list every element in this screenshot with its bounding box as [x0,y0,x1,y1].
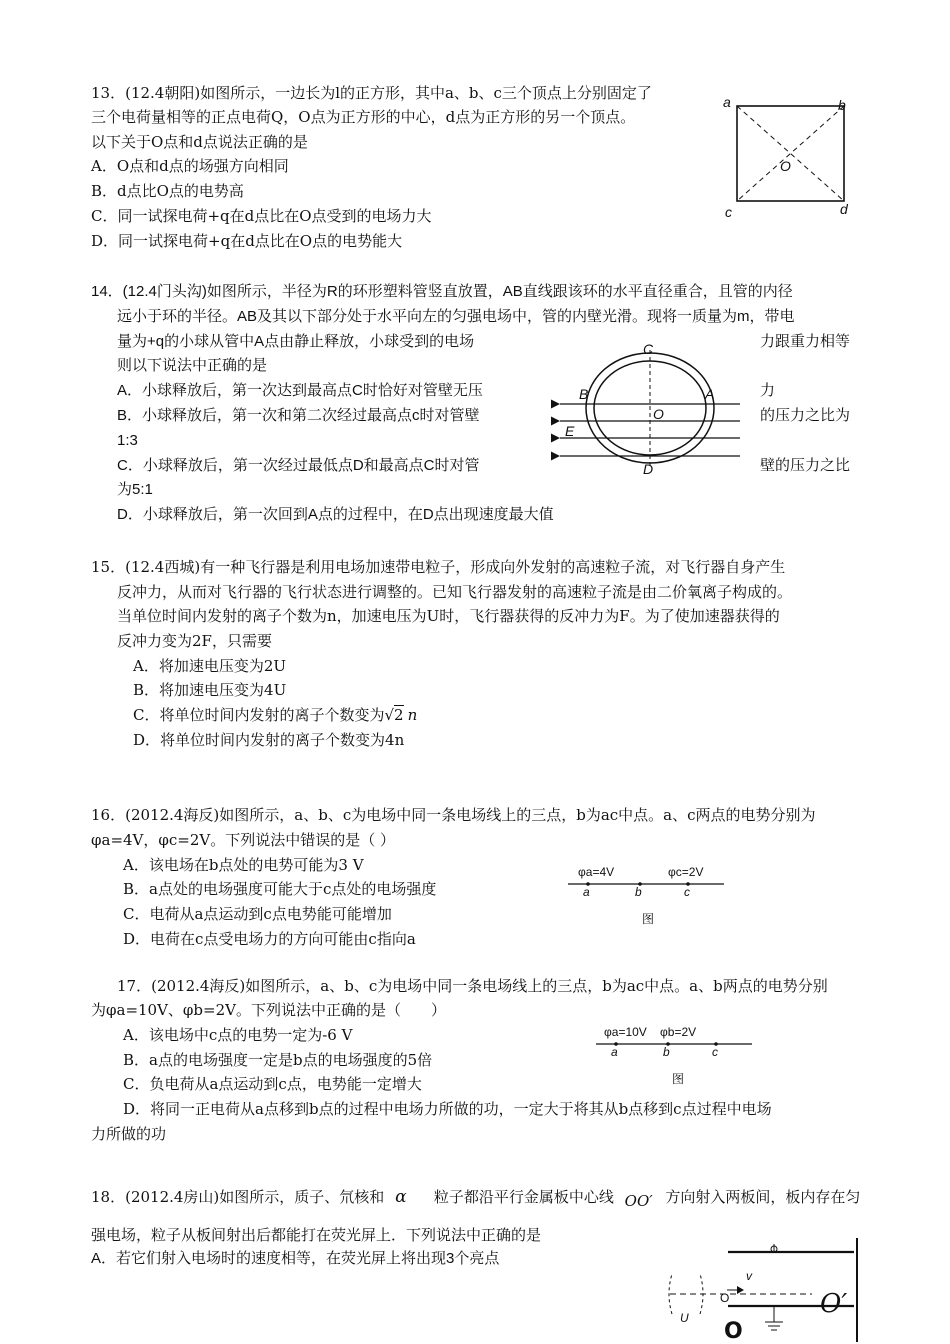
label-a: A [705,386,715,402]
q13-option-c: C．同一试探电荷+q在d点比在O点受到的电场力大 [91,207,432,225]
q14-option-b-end: 的压力之比为 [760,407,851,424]
q16-option-c: C．电荷从a点运动到c点电势能可能增加 [123,905,392,923]
q17-option-d-cont: 力所做的功 [91,1125,167,1143]
q15-option-d: D．将单位时间内发射的离子个数变为4n [133,731,405,749]
q17-line2: 为φa=10V、φb=2V。下列说法中正确的是（ ） [91,1001,446,1019]
q13-option-a: A．O点和d点的场强方向相同 [91,157,289,175]
q13-option-d: D．同一试探电荷+q在d点比在O点的电势能大 [91,232,403,250]
q15-option-c-text: C．将单位时间内发射的离子个数变为 [133,706,385,724]
label-o: O [780,158,791,174]
q18-line1-part2: 粒子都沿平行金属板中心线 [433,1188,614,1206]
q16-line1: 16．(2012.4海反)如图所示，a、b、c为电场中同一条电场线上的三点，b为ac中点。a、c两点的电势分别为 [91,806,816,824]
q13-line2: 三个电荷量相等的正点电荷Q，O点为正方形的中心，d点为正方形的另一个顶点。 [91,108,636,126]
q18-line1-part3: 方向射入两板间，板内存在匀 [665,1188,861,1206]
label-o-prime: O′ [820,1289,848,1319]
potential-a: φa=4V [578,865,615,879]
q13-square-figure [716,92,866,222]
label-d: d [840,201,848,217]
sqrt-icon: √ [384,706,395,724]
potential-c: φc=2V [668,865,704,879]
oo-text: OO′ [624,1192,653,1210]
q14-option-a: A．小球释放后，第一次达到最高点C时恰好对管壁无压 [117,382,483,399]
label-o-large: O [724,1319,743,1344]
q15-option-c-n: n [407,706,418,724]
q15-option-c [133,704,417,726]
q16-option-b: B．a点处的电场强度可能大于c点处的电场强度 [123,880,437,898]
label-b: b [635,885,642,899]
label-v: v [746,1269,752,1283]
label-c: C [643,341,654,357]
label-o: O [720,1291,730,1305]
q17-field-line-figure [596,1021,766,1091]
label-c: c [684,885,690,899]
q18-line1-part1: 18．(2012.4房山)如图所示，质子、氘核和 [91,1188,385,1206]
q17-option-a: A．该电场中c点的电势一定为-6 V [123,1026,353,1044]
alpha-text: α [395,1187,407,1207]
q13-line3: 以下关于O点和d点说法正确的是 [91,133,308,151]
q15-line3: 当单位时间内发射的离子个数为n，加速电压为U时，飞行器获得的反冲力为F。为了使加速器获得的 [117,607,780,625]
q18-line1 [91,1186,860,1208]
label-u: U [680,1311,689,1325]
q18-deflection-figure [662,1234,862,1342]
q13-option-b: B．d点比O点的电势高 [91,182,244,200]
label-b: b [838,97,846,113]
q13-line1: 13．(12.4朝阳)如图所示，一边长为l的正方形，其中a、b、c三个顶点上分别固定了 [91,84,652,102]
label-a: a [583,885,590,899]
q14-option-b: B．小球释放后，第一次和第二次经过最高点c时对管壁 [117,407,480,424]
figure-caption: 图 [672,1072,685,1086]
q14-option-c-end: 壁的压力之比 [760,457,851,474]
q18-option-a: A．若它们射入电场时的速度相等，在荧光屏上将出现3个亮点 [91,1250,500,1267]
label-o: O [653,406,664,422]
q14-option-c: C．小球释放后，第一次经过最低点D和最高点C时对管 [117,457,480,474]
figure-caption: 图 [642,912,655,926]
q14-option-c-ratio: 为5:1 [117,481,153,498]
q14-line3b: 力跟重力相等 [760,333,851,350]
q15-line1: 15．(12.4西城)有一种飞行器是利用电场加速带电粒子，形成向外发射的高速粒子流，对飞行器自身产生 [91,558,786,576]
q15-line2: 反冲力，从而对飞行器的飞行状态进行调整的。已知飞行器发射的高速粒子流是由二价氧离子构成的。 [117,583,793,601]
q14-option-d: D．小球释放后，第一次回到A点的过程中，在D点出现速度最大值 [117,506,554,523]
label-e: E [565,423,575,439]
q15-option-b: B．将加速电压变为4U [133,681,287,699]
q17-line1: 17．(2012.4海反)如图所示，a、b、c为电场中同一条电场线上的三点，b为ac中点。a、b两点的电势分别 [117,977,828,995]
q17-option-b: B．a点的电场强度一定是b点的电场强度的5倍 [123,1051,433,1069]
q14-line4: 则以下说法中正确的是 [117,357,268,374]
label-c: c [712,1045,718,1059]
q14-line2: 远小于环的半径。AB及其以下部分处于水平向左的匀强电场中，管的内壁光滑。现将一质量为m，带电 [117,308,795,325]
label-a: a [723,94,731,110]
velocity-arrowhead [737,1286,744,1294]
q16-line2: φa=4V，φc=2V。下列说法中错误的是（ ） [91,831,396,849]
label-b: B [579,386,589,402]
q18-line2: 强电场，粒子从板间射出后都能打在荧光屏上．下列说法中正确的是 [91,1226,542,1244]
q14-option-b-ratio: 1:3 [117,432,138,449]
q15-sqrt-value: 2 [394,706,404,724]
q16-option-a: A．该电场在b点处的电势可能为3 V [123,856,364,874]
label-c: c [725,204,732,220]
label-a: a [611,1045,618,1059]
q14-line1: 14．(12.4门头沟)如图所示，半径为R的环形塑料管竖直放置，AB直线跟该环的水平直径重合，且管的内径 [91,283,793,300]
label-d: D [643,461,654,477]
q16-option-d: D．电荷在c点受电场力的方向可能由c指向a [123,930,416,948]
label-b: b [663,1045,670,1059]
q14-line3a: 量为+q的小球从管中A点由静止释放，小球受到的电场 [117,333,475,350]
q17-option-c: C．负电荷从a点运动到c点，电势能一定增大 [123,1075,422,1093]
q15-line4: 反冲力变为2F，只需要 [117,632,272,650]
q15-option-a: A．将加速电压变为2U [133,657,287,675]
q14-ring-figure [555,340,755,480]
q16-field-line-figure [568,862,738,932]
q17-option-d: D．将同一正电荷从a点移到b点的过程中电场力所做的功，一定大于将其从b点移到c点过程中电场 [123,1100,772,1118]
potential-b: φb=2V [660,1025,697,1039]
q14-option-a-end: 力 [760,382,776,399]
potential-a: φa=10V [604,1025,647,1039]
